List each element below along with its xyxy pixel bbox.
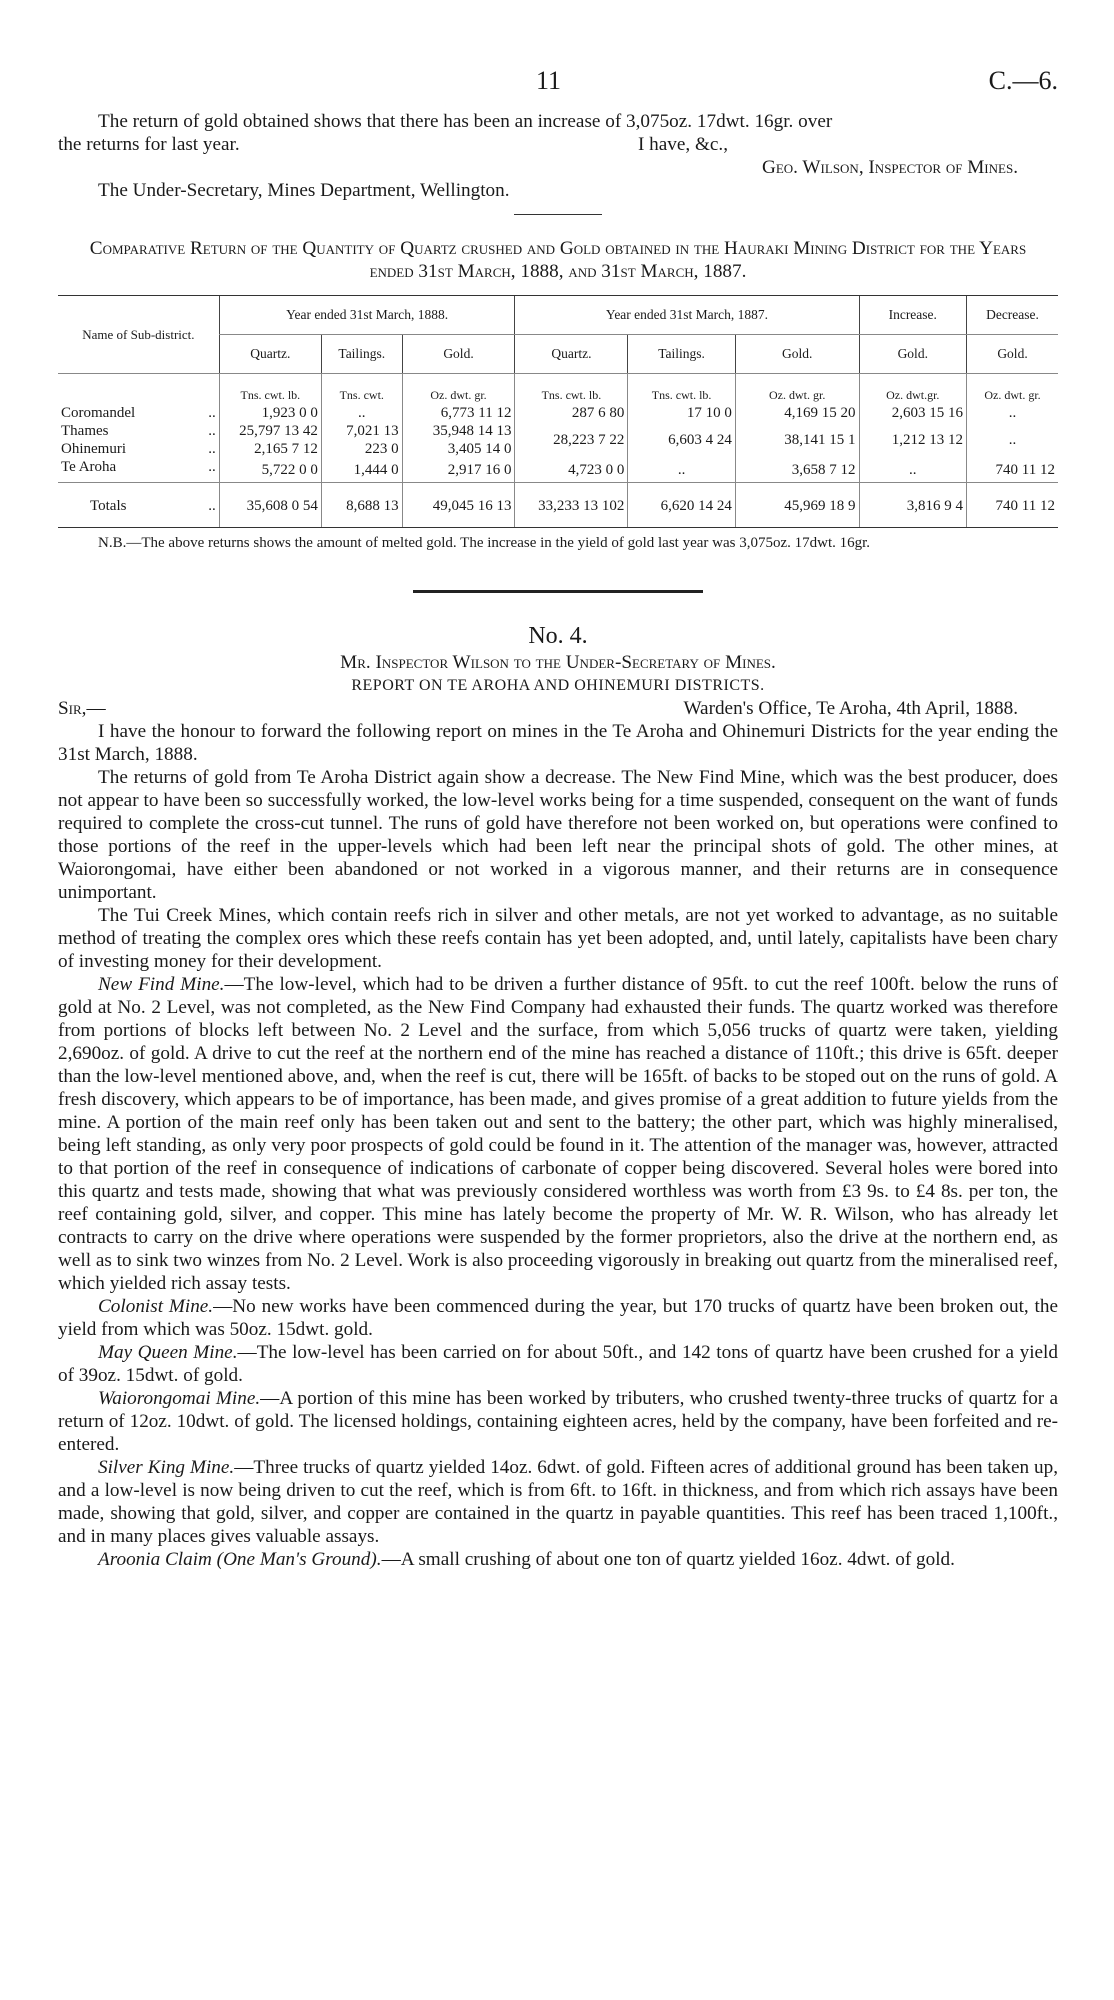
intro-line-1: The return of gold obtained shows that there has been an increase of 3,075oz. 17dwt. 16gr. over [98, 111, 833, 132]
cell: 2,165 7 12 [219, 440, 321, 458]
leader-dots: .. [208, 405, 216, 421]
report-from-to: Mr. Inspector Wilson to the Under-Secretary of Mines. [340, 652, 776, 673]
cell: 1,923 0 0 [219, 404, 321, 422]
header-year-1887: Year ended 31st March, 1887. [515, 296, 859, 335]
cell: 223 0 [321, 440, 402, 458]
sub-header: Quartz. [219, 335, 321, 374]
cell: 2,603 15 16 [859, 404, 967, 422]
table-row [58, 422, 1058, 440]
row-name: Ohinemuri [61, 441, 126, 457]
paragraph-heading: Silver King Mine. [98, 1457, 235, 1478]
paragraph-text: —A portion of this mine has been worked by tributers, who crushed twenty-three trucks of quartz for a return of 12oz. 10dwt. of gold. The licensed holdings, containing eighteen acres, held by the company, have been forfeited and re-entered. [58, 1388, 1058, 1455]
cell: 33,233 13 102 [515, 483, 628, 528]
header-decrease: Decrease. [967, 296, 1058, 335]
report-subtitle: REPORT ON TE AROHA AND OHINEMURI DISTRICTS. [351, 677, 765, 694]
paragraph-heading: Waiorongomai Mine. [98, 1388, 261, 1409]
cell: 5,722 0 0 [219, 458, 321, 483]
document-reference: C.—6. [988, 66, 1058, 95]
cell: 4,169 15 20 [735, 404, 859, 422]
sub-header: Gold. [859, 335, 967, 374]
cell: .. [321, 404, 402, 422]
report-number: No. 4. [528, 623, 588, 649]
paragraph-heading: May Queen Mine. [98, 1342, 238, 1363]
unit-label: Oz. dwt. gr. [735, 374, 859, 405]
sub-header: Tailings. [321, 335, 402, 374]
table-group-header-row [58, 296, 1058, 335]
sub-header: Tailings. [628, 335, 736, 374]
table-note: N.B.—The above returns shows the amount of melted gold. The increase in the yield of gold last year was 3,075oz. 17dwt. 16gr. [98, 535, 871, 551]
page-number: 11 [536, 66, 562, 95]
units-row [58, 374, 1058, 405]
paragraph-heading: New Find Mine. [98, 974, 225, 995]
totals-row [58, 483, 1058, 528]
header-increase: Increase. [859, 296, 967, 335]
intro-line-2 [58, 133, 1058, 156]
sub-district-header: Name of Sub-district. [58, 296, 219, 374]
separator-rule [514, 214, 602, 215]
paragraph-text: —No new works have been commenced during the year, but 170 trucks of quartz have been broken out, the yield from which was 50oz. 15dwt. gold. [58, 1296, 1058, 1340]
sub-header: Quartz. [515, 335, 628, 374]
page-header [58, 0, 1058, 110]
paragraph-heading: Colonist Mine. [98, 1296, 214, 1317]
paragraph-text: —The low-level has been carried on for about 50ft., and 142 tons of quartz have been crushed for a yield of 39oz. 15dwt. of gold. [58, 1342, 1058, 1386]
document-page [58, 0, 1058, 1571]
cell: 49,045 16 13 [402, 483, 515, 528]
row-name: Te Aroha [61, 459, 117, 475]
paragraph-text: —The low-level, which had to be driven a further distance of 95ft. to cut the reef 100ft. below the runs of gold at No. 2 Level, was not completed, as the New Find Company had exhausted their funds. The quartz worked was therefore from portions of blocks left between No. 2 Level and the surface, from which 5,056 trucks of quartz were taken, yielding 2,690oz. of gold. A drive to cut the reef at the northern end of the mine has reached a distance of 110ft.; this drive is 65ft. deeper than the low-level mentioned above, and, when the reef is cut, there will be 165ft. of backs to be stoped out on the runs of gold. A fresh discovery, which appears to be of importance, has been made, and gives promise of a great addition to future yields from the mine. A portion of the main reef only has been taken out and sent to the battery; the other part, which was highly mineralised, being left standing, as only very poor prospects of gold could be found in it. The attention of the manager was, however, attracted to that portion of the reef in consequence of indications of carbonate of copper being discovered. Several holes were bored into this quartz and tests made, showing that what was previously considered worthless was worth from £3 9s. to £4 8s. per ton, the reef containing gold, silver, and copper. This mine has lately become the property of Mr. W. R. Wilson, who has already let contracts to carry on the drive where operations were suspended by the former proprietors, also the drive at the northern end, as well as to sink two winzes from No. 2 Level. Work is also proceeding vigorously in breaking out quartz from the mineralised reef, which yielded rich assay tests. [58, 974, 1058, 1294]
sub-header: Gold. [967, 335, 1058, 374]
salutation-line [58, 697, 1058, 720]
cell: 1,444 0 [321, 458, 402, 483]
cell: 3,405 14 0 [402, 440, 515, 458]
paragraph-text: —A small crushing of about one ton of quartz yielded 16oz. 4dwt. of gold. [381, 1549, 955, 1570]
addressee: The Under-Secretary, Mines Department, Wellington. [98, 180, 510, 201]
unit-label: Tns. cwt. lb. [515, 374, 628, 405]
cell: 35,948 14 13 [402, 422, 515, 440]
cell: 25,797 13 42 [219, 422, 321, 440]
paragraph: The returns of gold from Te Aroha District again show a decrease. The New Find Mine, which was the best producer, does not appear to have been so successfully worked, the low-level works being for a time suspended, consequent on the want of funds required to complete the cross-cut tunnel. The runs of gold have therefore not been worked on, but operations were confined to those portions of the reef in the upper-levels which had been left near the principal shots of gold. The other mines, at Waiorongomai, have either been abandoned or not worked in a vigorous manner, and their returns are in consequence unimportant. [58, 767, 1058, 903]
paragraph-colonist-mine [58, 1295, 1058, 1341]
totals-label: Totals [90, 498, 127, 514]
cell: 8,688 13 [321, 483, 402, 528]
place-date: Warden's Office, Te Aroha, 4th April, 1888. [683, 698, 1018, 719]
sub-header: Gold. [402, 335, 515, 374]
paragraph-new-find-mine [58, 973, 1058, 1295]
cell: 7,021 13 [321, 422, 402, 440]
cell: 740 11 12 [967, 483, 1058, 528]
cell: 3,658 7 12 [735, 458, 859, 483]
leader-dots: .. [208, 441, 216, 457]
paragraph-may-queen-mine [58, 1341, 1058, 1387]
table-row [58, 404, 1058, 422]
paragraph-waiorongomai-mine [58, 1387, 1058, 1456]
unit-label: Tns. cwt. lb. [628, 374, 736, 405]
cell: 287 6 80 [515, 404, 628, 422]
cell: .. [967, 422, 1058, 458]
paragraph-silver-king-mine [58, 1456, 1058, 1548]
cell: 740 11 12 [967, 458, 1058, 483]
unit-label: Tns. cwt. [321, 374, 402, 405]
paragraph: I have the honour to forward the following report on mines in the Te Aroha and Ohinemuri Districts for the year ending the 31st March, 1888. [58, 721, 1058, 765]
cell: 38,141 15 1 [735, 422, 859, 458]
unit-label: Oz. dwt.gr. [859, 374, 967, 405]
unit-label: Oz. dwt. gr. [967, 374, 1058, 405]
cell: 2,917 16 0 [402, 458, 515, 483]
cell: 45,969 18 9 [735, 483, 859, 528]
row-name: Coromandel [61, 405, 136, 421]
salutation: Sir,— [58, 698, 106, 719]
header-year-1888: Year ended 31st March, 1888. [219, 296, 515, 335]
intro-line-2-left: the returns for last year. [58, 134, 240, 155]
closing-phrase: I have, &c., [637, 134, 728, 155]
paragraph: The Tui Creek Mines, which contain reefs rich in silver and other metals, are not yet worked to advantage, as no suitable method of treating the complex ores which these reefs contain has yet been adopted, and, until lately, capitalists have been chary of investing money for their development. [58, 905, 1058, 972]
unit-label: Tns. cwt. lb. [219, 374, 321, 405]
leader-dots: .. [208, 498, 216, 514]
paragraph-text: —Three trucks of quartz yielded 14oz. 6dwt. of gold. Fifteen acres of additional ground has been taken up, and a low-level is now being driven to cut the reef, which is from 6ft. to 16ft. in thickness, and from which rich assays have been made, showing that gold, silver, and copper are contained in the quartz in payable quantities. This reef has been traced 1,100ft., and in many places gives valuable assays. [58, 1457, 1058, 1547]
cell: 6,603 4 24 [628, 422, 736, 458]
leader-dots: .. [208, 459, 216, 475]
cell: 6,620 14 24 [628, 483, 736, 528]
cell: .. [967, 404, 1058, 422]
return-title: Comparative Return of the Quantity of Quartz crushed and Gold obtained in the Hauraki Mining District for the Years ended 31st March, 1888, and 31st March, 1887. [89, 238, 1027, 282]
cell: 4,723 0 0 [515, 458, 628, 483]
leader-dots: .. [208, 423, 216, 439]
cell: .. [859, 458, 967, 483]
paragraph-aroonia-claim [58, 1548, 1058, 1571]
sub-header: Gold. [735, 335, 859, 374]
table-row [58, 458, 1058, 483]
cell: 28,223 7 22 [515, 422, 628, 458]
cell: .. [628, 458, 736, 483]
cell: 17 10 0 [628, 404, 736, 422]
cell: 3,816 9 4 [859, 483, 967, 528]
cell: 6,773 11 12 [402, 404, 515, 422]
section-divider [413, 590, 703, 593]
signature: Geo. Wilson, Inspector of Mines. [762, 157, 1018, 178]
comparative-return-table [58, 295, 1058, 528]
unit-label: Oz. dwt. gr. [402, 374, 515, 405]
cell: 35,608 0 54 [219, 483, 321, 528]
row-name: Thames [61, 423, 109, 439]
cell: 1,212 13 12 [859, 422, 967, 458]
paragraph-heading: Aroonia Claim (One Man's Ground). [98, 1549, 382, 1570]
